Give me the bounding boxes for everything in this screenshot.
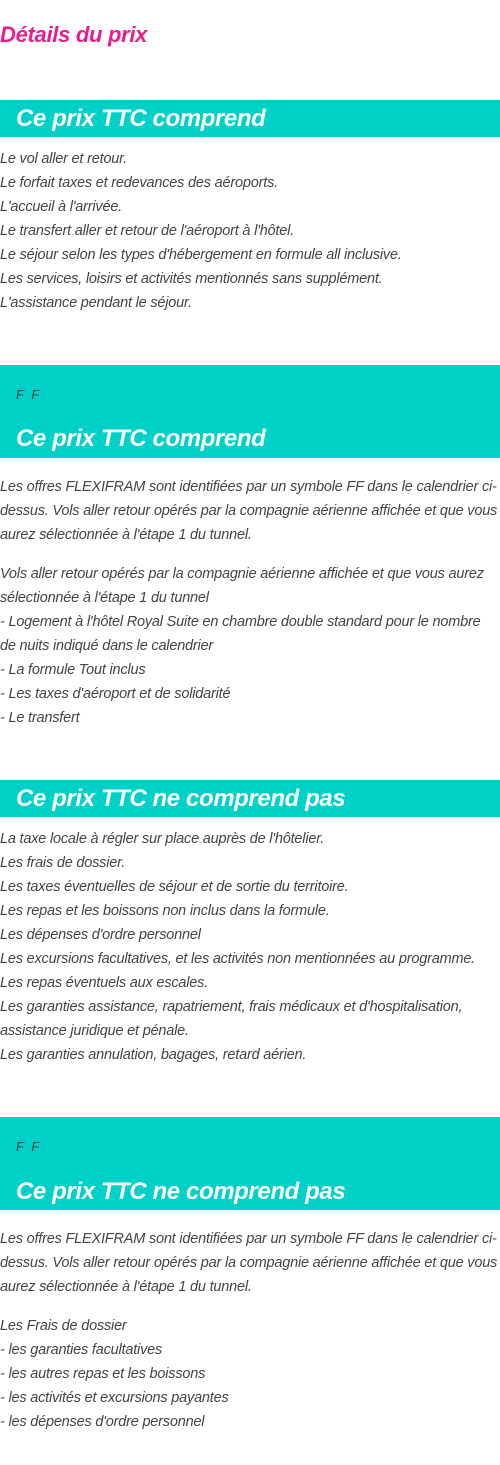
list-item: Le transfert aller et retour de l'aéroport à l'hôtel. bbox=[0, 223, 294, 239]
list-item: Les repas éventuels aux escales. bbox=[0, 975, 209, 991]
intro-line: dessus. Vols aller retour opérés par la compagnie aérienne affichée et que vous bbox=[0, 1255, 498, 1271]
includes-heading: Ce prix TTC comprend bbox=[16, 105, 266, 132]
excludes-header-band bbox=[0, 780, 500, 817]
intro-line: aurez sélectionnée à l'étape 1 du tunnel. bbox=[0, 1279, 252, 1295]
list-item: de nuits indiqué dans le calendrier bbox=[0, 638, 214, 654]
includes-list bbox=[0, 147, 500, 315]
list-item: - Logement à l'hôtel Royal Suite en chambre double standard pour le nombre bbox=[0, 614, 481, 630]
intro-line: Les offres FLEXIFRAM sont identifiées par un symbole FF dans le calendrier ci- bbox=[0, 479, 497, 495]
ff-excludes-list bbox=[0, 1314, 500, 1434]
ff-includes-header-band bbox=[0, 365, 500, 458]
list-item: Les excursions facultatives, et les activités non mentionnées au programme. bbox=[0, 951, 476, 967]
list-item: - les garanties facultatives bbox=[0, 1342, 163, 1358]
list-item: Vols aller retour opérés par la compagnie aérienne affichée et que vous aurez bbox=[0, 566, 484, 582]
list-item: sélectionnée à l'étape 1 du tunnel bbox=[0, 590, 209, 606]
page-title: Détails du prix bbox=[0, 22, 148, 47]
list-item: Les services, loisirs et activités mentionnés sans supplément. bbox=[0, 271, 383, 287]
ff-excludes-intro bbox=[0, 1227, 500, 1299]
list-item: Les repas et les boissons non inclus dans la formule. bbox=[0, 903, 330, 919]
ff-tag: F F bbox=[16, 1139, 42, 1154]
list-item: Les garanties assistance, rapatriement, frais médicaux et d'hospitalisation, bbox=[0, 999, 463, 1015]
list-item: Les garanties annulation, bagages, retard aérien. bbox=[0, 1047, 307, 1063]
list-item: - les dépenses d'ordre personnel bbox=[0, 1414, 205, 1430]
list-item: La taxe locale à régler sur place auprès de l'hôtelier. bbox=[0, 831, 325, 847]
list-item: L'assistance pendant le séjour. bbox=[0, 295, 192, 311]
list-item: Le vol aller et retour. bbox=[0, 151, 128, 167]
intro-line: Les offres FLEXIFRAM sont identifiées par un symbole FF dans le calendrier ci- bbox=[0, 1231, 497, 1247]
ff-includes-list bbox=[0, 562, 500, 730]
list-item: assistance juridique et pénale. bbox=[0, 1023, 189, 1039]
list-item: Le séjour selon les types d'hébergement en formule all inclusive. bbox=[0, 247, 402, 263]
list-item: Les frais de dossier. bbox=[0, 855, 126, 871]
list-item: Les dépenses d'ordre personnel bbox=[0, 927, 201, 943]
ff-excludes-heading: Ce prix TTC ne comprend pas bbox=[16, 1178, 346, 1205]
list-item: - Les taxes d'aéroport et de solidarité bbox=[0, 686, 231, 702]
list-item: - La formule Tout inclus bbox=[0, 662, 146, 678]
excludes-list bbox=[0, 827, 500, 1067]
intro-line: dessus. Vols aller retour opérés par la compagnie aérienne affichée et que vous bbox=[0, 503, 498, 519]
ff-excludes-header-band bbox=[0, 1117, 500, 1210]
excludes-heading: Ce prix TTC ne comprend pas bbox=[16, 785, 346, 812]
includes-header-band bbox=[0, 100, 500, 137]
list-item: - les activités et excursions payantes bbox=[0, 1390, 229, 1406]
list-item: Le forfait taxes et redevances des aéroports. bbox=[0, 175, 278, 191]
list-item: - Le transfert bbox=[0, 710, 80, 726]
ff-includes-heading: Ce prix TTC comprend bbox=[16, 425, 266, 452]
list-item: Les taxes éventuelles de séjour et de sortie du territoire. bbox=[0, 879, 349, 895]
list-item: Les Frais de dossier bbox=[0, 1318, 127, 1334]
ff-includes-intro bbox=[0, 475, 500, 547]
intro-line: aurez sélectionnée à l'étape 1 du tunnel. bbox=[0, 527, 252, 543]
ff-tag: F F bbox=[16, 387, 42, 402]
list-item: L'accueil à l'arrivée. bbox=[0, 199, 123, 215]
list-item: - les autres repas et les boissons bbox=[0, 1366, 206, 1382]
